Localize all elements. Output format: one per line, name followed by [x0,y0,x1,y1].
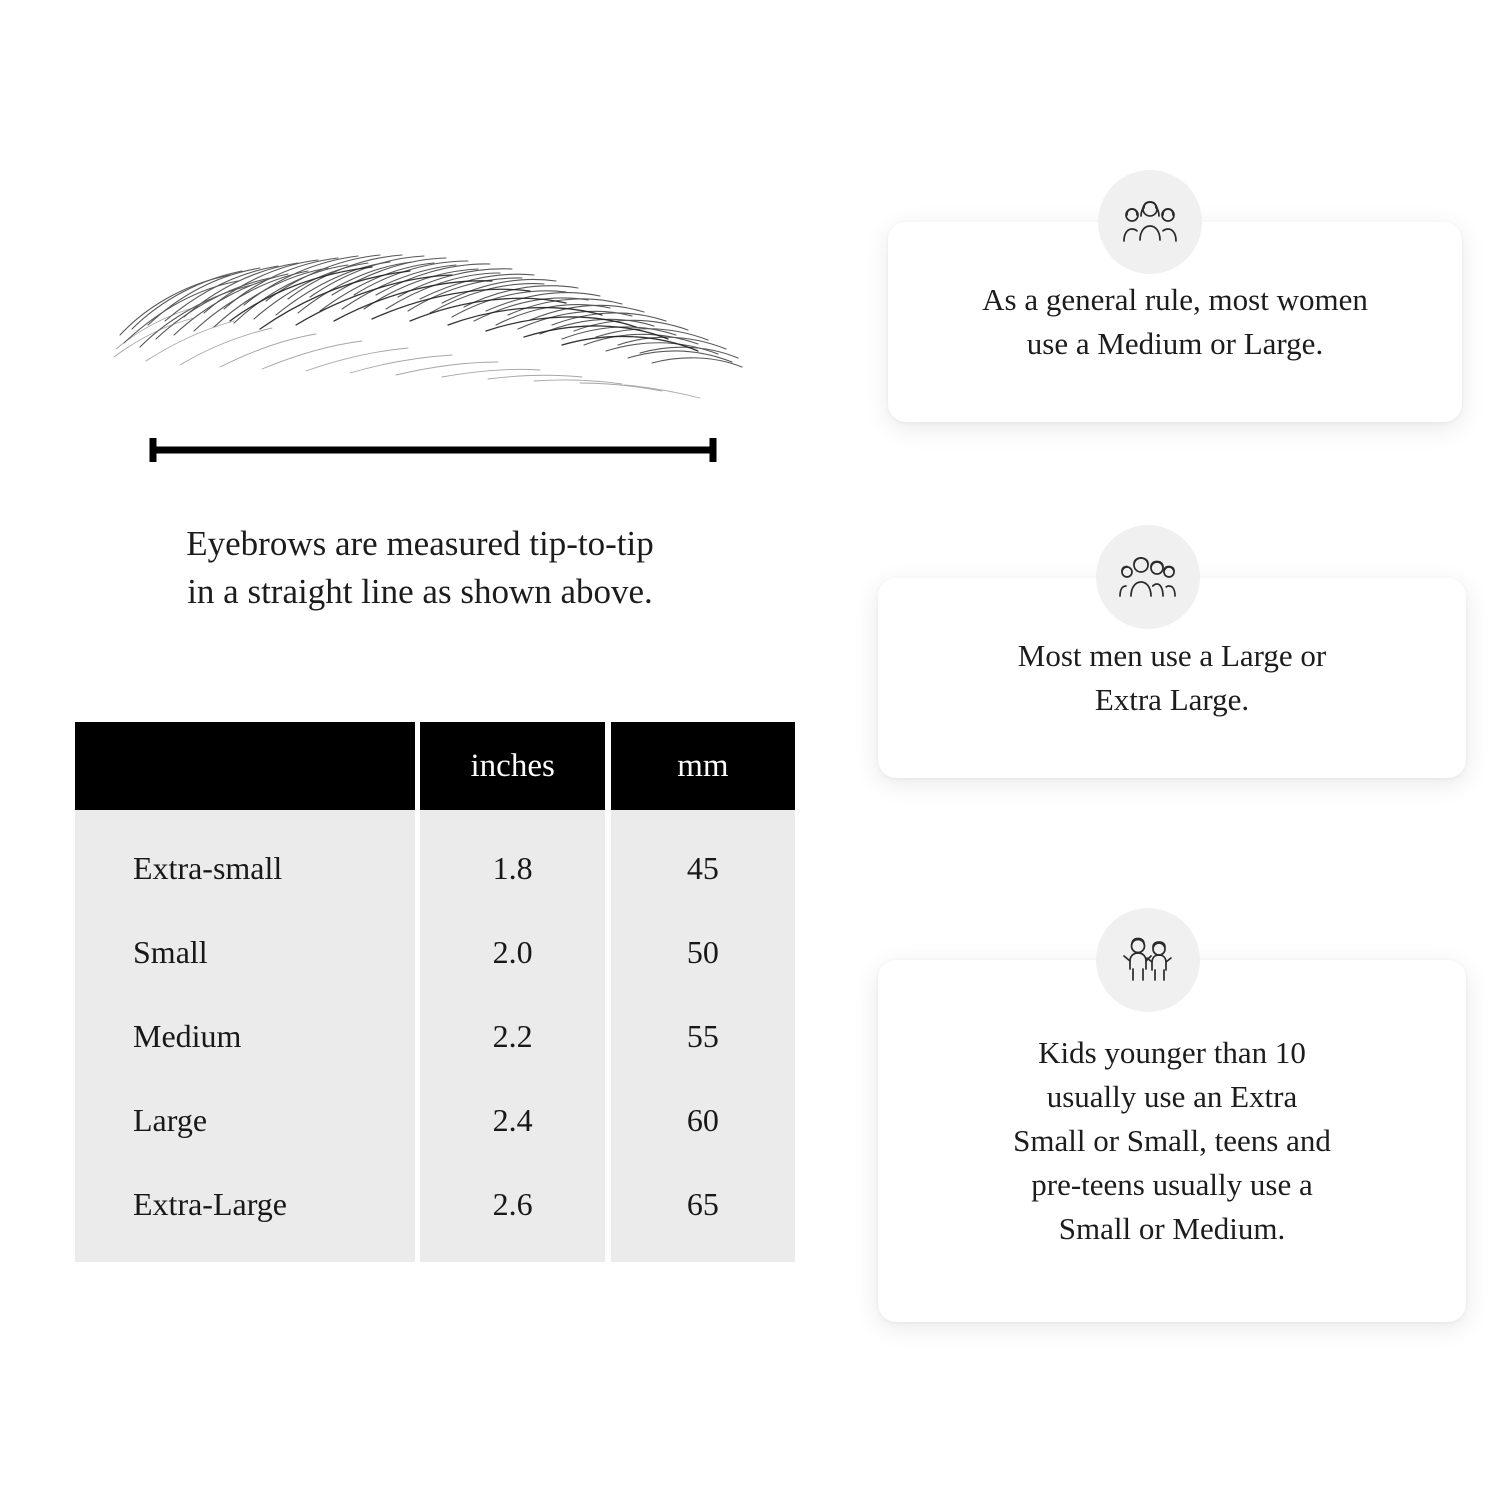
table-row [75,994,795,1078]
cell-inches: 2.2 [420,994,605,1078]
header-inches: inches [420,722,605,810]
cell-mm: 50 [611,910,795,994]
table-row [75,810,795,910]
cell-mm: 65 [611,1162,795,1262]
cell-inches: 2.4 [420,1078,605,1162]
header-mm: mm [611,722,795,810]
men-group-icon [1096,525,1200,629]
note-kids-line-3: Small or Small, teens and [1013,1122,1331,1158]
table-header-row [75,722,795,810]
note-kids-line-5: Small or Medium. [1058,1211,1286,1247]
cell-mm: 45 [611,810,795,910]
notes-column [840,0,1500,1500]
cell-size: Medium [75,994,415,1078]
note-men-line-2: Extra Large. [1094,682,1250,717]
note-kids-line-1: Kids younger than 10 [1038,1034,1306,1070]
size-chart-table [75,722,795,1262]
note-text-kids [1013,1031,1331,1251]
eyebrow-illustration [110,225,750,410]
table-header [75,722,795,810]
table-row [75,1078,795,1162]
cell-mm: 60 [611,1078,795,1162]
header-size [75,722,415,810]
table-body [75,810,795,1262]
note-kids-line-4: pre-teens usually use a [1031,1167,1313,1202]
cell-inches: 2.6 [420,1162,605,1262]
cell-size: Extra-Large [75,1162,415,1262]
note-women-line-1: As a general rule, most women [982,281,1368,317]
note-text-men [1018,634,1327,722]
measurement-caption [75,520,765,617]
caption-line-2: in a straight line as shown above. [187,572,653,612]
note-men-line-1: Most men use a Large or [1017,637,1327,673]
cell-inches: 1.8 [420,810,605,910]
cell-size: Extra-small [75,810,415,910]
cell-mm: 55 [611,994,795,1078]
note-women-line-2: use a Medium or Large. [1026,326,1324,361]
cell-size: Large [75,1078,415,1162]
cell-inches: 2.0 [420,910,605,994]
note-text-women [982,278,1368,366]
cell-size: Small [75,910,415,994]
table-row [75,910,795,994]
women-group-icon [1098,170,1202,274]
caption-line-1: Eyebrows are measured tip-to-tip [186,524,654,563]
note-card-kids [878,960,1466,1322]
note-kids-line-2: usually use an Extra [1046,1078,1298,1114]
kids-icon [1096,908,1200,1012]
tip-to-tip-measure-line [148,437,718,463]
table-row [75,1162,795,1262]
